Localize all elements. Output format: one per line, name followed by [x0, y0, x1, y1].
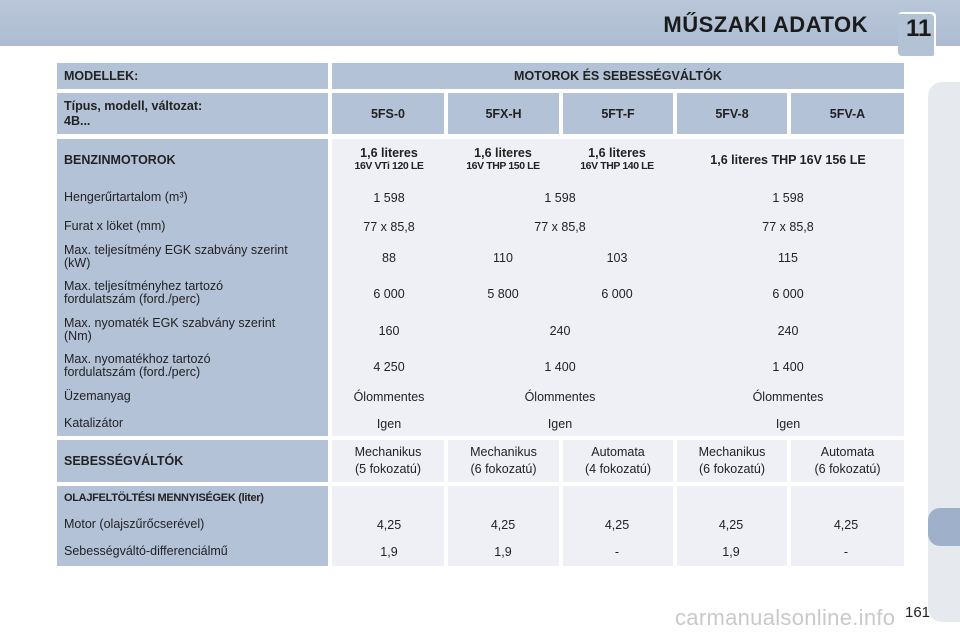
engine-3-line2: 16V THP 140 LE: [580, 160, 654, 172]
gearbox-type: Mechanikus: [698, 445, 766, 459]
variant-header: 5FV-A: [791, 93, 904, 134]
row-label: Hengerűrtartalom (m³): [64, 190, 188, 204]
cell: 103: [606, 251, 628, 265]
cell: 77 x 85,8: [534, 220, 586, 234]
row-label: Üzemanyag: [64, 389, 131, 403]
gearbox-type: Automata: [591, 445, 645, 459]
cell: 4,25: [376, 518, 402, 532]
cell: 1 598: [544, 191, 576, 205]
cell: Ólommentes: [524, 390, 596, 404]
variant-header: 5FX-H: [448, 93, 559, 134]
gearbox-label: SEBESSÉGVÁLTÓK: [57, 440, 328, 482]
cell: 77 x 85,8: [762, 220, 814, 234]
cell: 1 400: [772, 360, 804, 374]
gearbox-type: Mechanikus: [470, 445, 537, 459]
variant-header: 5FS-0: [332, 93, 444, 134]
gearbox-cell: [563, 440, 673, 482]
row-label: Furat x löket (mm): [64, 219, 166, 233]
gearbox-gears: (6 fokozatú): [814, 462, 881, 476]
engine-1-line2: 16V VTi 120 LE: [354, 160, 424, 172]
cell: 160: [378, 324, 400, 338]
gearbox-cell: [332, 440, 444, 482]
engine-header-1: [355, 147, 424, 172]
page-number: 161: [905, 604, 931, 621]
engine-3-line1: 1,6 literes: [588, 146, 646, 160]
oil-label: OLAJFELTÖLTÉSI MENNYISÉGEK (liter): [64, 492, 264, 504]
tipus-label-text: Típus, modell, változat:: [64, 98, 203, 113]
tipus-sub-text: 4B...: [64, 113, 91, 128]
chapter-number: 11: [906, 15, 932, 42]
variant-header: 5FT-F: [563, 93, 673, 134]
gearbox-gears: (6 fokozatú): [698, 462, 765, 476]
cell: 4,25: [490, 518, 516, 532]
cell: 240: [549, 324, 571, 338]
motorok-header: MOTOROK ÉS SEBESSÉGVÁLTÓK: [332, 63, 904, 89]
gearbox-cell: [791, 440, 904, 482]
gearbox-type: Automata: [820, 445, 875, 459]
cell: 240: [777, 324, 799, 338]
watermark-text: carmanualsonline.info: [675, 605, 896, 630]
cell: 1,9: [722, 545, 740, 559]
row-label: Max. teljesítmény EGK szabvány szerint (kW): [64, 243, 288, 270]
benzin-label: BENZINMOTOROK: [64, 153, 176, 167]
cell: Igen: [376, 417, 402, 431]
row-label: Max. nyomaték EGK szabvány szerint (Nm): [64, 316, 276, 343]
modellek-label: MODELLEK:: [57, 63, 328, 89]
gearbox-gears: (5 fokozatú): [354, 462, 421, 476]
cell: 4,25: [604, 518, 630, 532]
cell: 110: [493, 251, 513, 265]
cell: 1,9: [380, 545, 398, 559]
cell: 88: [382, 251, 396, 265]
row-label: Max. nyomatékhoz tartozó fordulatszám (ford./perc): [64, 352, 211, 379]
cell: 1 598: [772, 191, 804, 205]
cell: 6 000: [772, 287, 804, 301]
cell: 6 000: [373, 287, 405, 301]
engine-header-2: [466, 147, 540, 172]
engine-2-line2: 16V THP 150 LE: [466, 160, 540, 172]
oil-row-label: Motor (olajszűrőcserével): [64, 517, 205, 531]
gearbox-gears: (4 fokozatú): [584, 462, 651, 476]
variant-header: 5FV-8: [677, 93, 787, 134]
gearbox-cell: [677, 440, 787, 482]
engine-1-line1: 1,6 literes: [360, 146, 418, 160]
row-label: Max. teljesítményhez tartozó fordulatszám (ford./perc): [64, 279, 224, 306]
cell: Igen: [775, 417, 801, 431]
cell: 115: [778, 251, 798, 265]
gearbox-type: Mechanikus: [354, 445, 422, 459]
cell: Ólommentes: [752, 390, 824, 404]
cell: 1 598: [373, 191, 405, 205]
cell: 1 400: [544, 360, 576, 374]
cell: 4 250: [373, 360, 405, 374]
cell: 77 x 85,8: [363, 220, 415, 234]
side-tab-marker: [928, 508, 960, 546]
cell: 4,25: [833, 518, 859, 532]
cell: -: [614, 545, 620, 559]
cell: Igen: [547, 417, 573, 431]
cell: -: [843, 545, 849, 559]
cell: 5 800: [487, 287, 519, 301]
cell: 1,9: [494, 545, 512, 559]
engine-2-line1: 1,6 literes: [474, 146, 532, 160]
engine-header-3: [580, 147, 654, 172]
cell: Ólommentes: [353, 390, 425, 404]
cell: 4,25: [718, 518, 744, 532]
gearbox-cell: [448, 440, 559, 482]
engine-header-4: 1,6 literes THP 16V 156 LE: [710, 153, 866, 167]
cell: 6 000: [601, 287, 633, 301]
tipus-label: [57, 93, 328, 134]
gearbox-gears: (6 fokozatú): [470, 462, 537, 476]
page-title: MŰSZAKI ADATOK: [663, 12, 868, 37]
oil-row-label: Sebességváltó-differenciálmű: [64, 544, 228, 558]
row-label: Katalizátor: [64, 416, 124, 430]
